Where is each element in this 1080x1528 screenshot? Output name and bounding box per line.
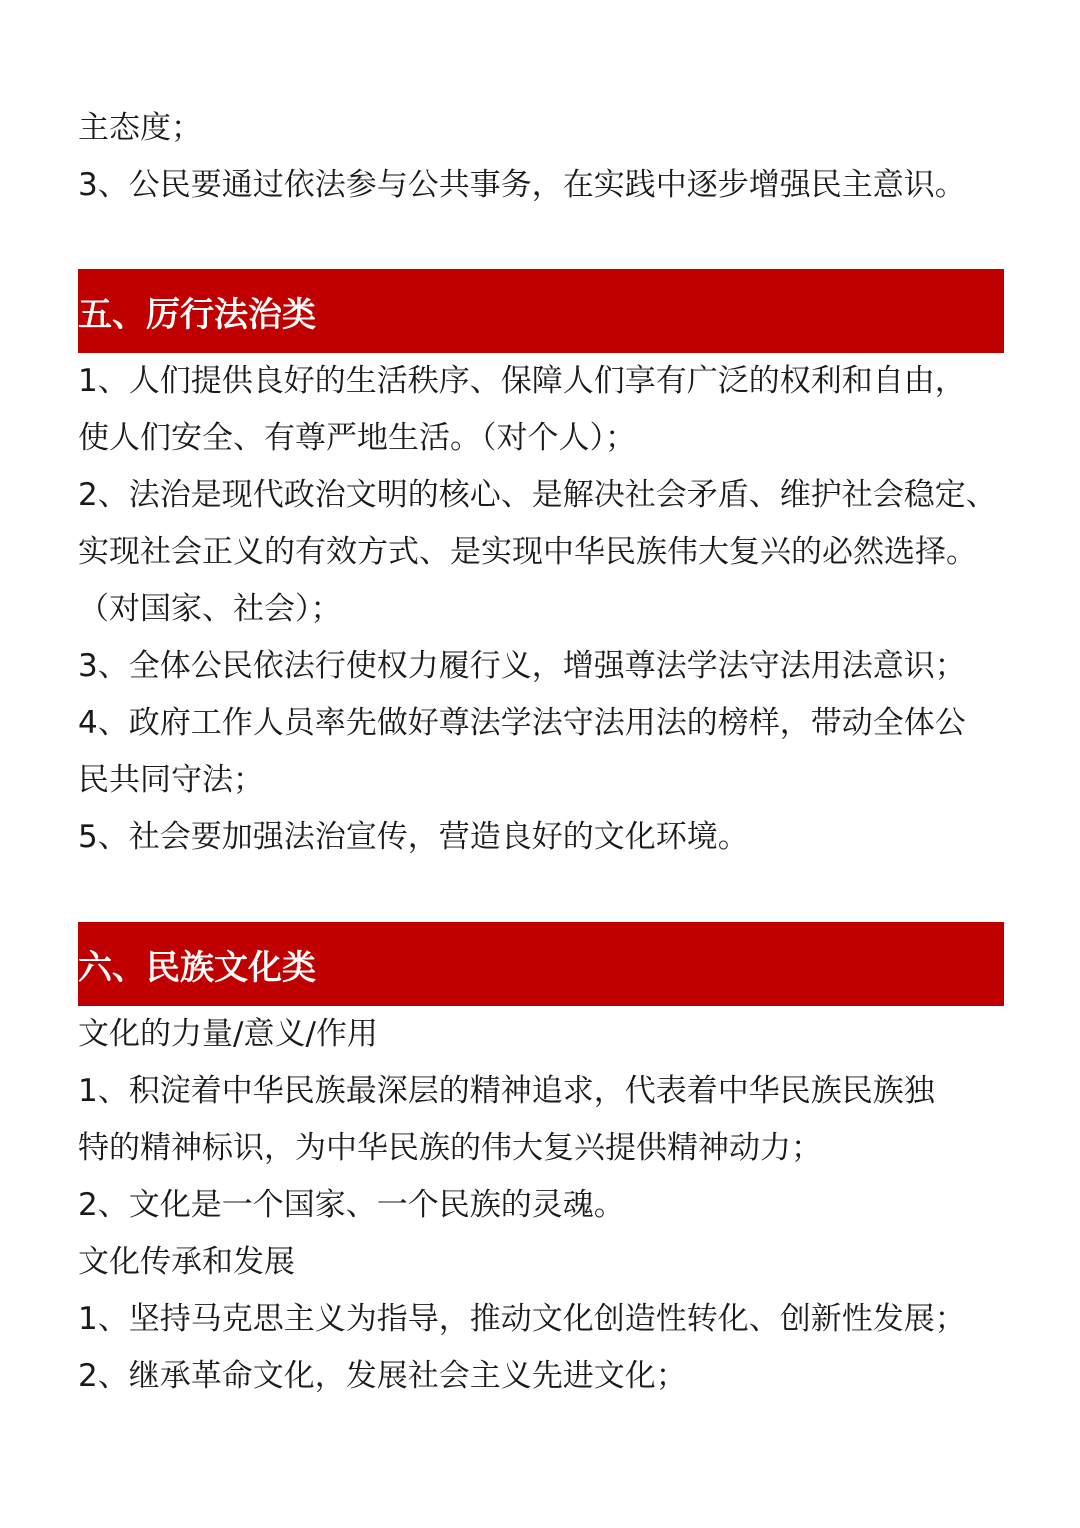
section6-body [78,1006,1004,1405]
text-line: 2、法治是现代政治文明的核心、是解决社会矛盾、维护社会稳定、 [78,477,997,513]
section5-body [78,353,1004,866]
subheading-line: 文化传承和发展 [78,1244,295,1280]
text-line: （对国家、社会）； [78,591,342,627]
section-heading-bar [78,922,1004,1006]
text-line: 4、政府工作人员率先做好尊法学法守法用法的榜样，带动全体公 [78,705,966,741]
text-line: 实现社会正义的有效方式、是实现中华民族伟大复兴的必然选择。 [78,534,977,570]
text-line: 使人们安全、有尊严地生活。（对个人）； [78,420,636,456]
text-line: 2、继承革命文化，发展社会主义先进文化； [78,1358,687,1394]
text-line: 主态度； [78,110,202,146]
text-line: 特的精神标识，为中华民族的伟大复兴提供精神动力； [78,1130,822,1166]
text-line: 民共同守法； [78,762,264,798]
section-heading-bar [78,269,1004,353]
section-heading: 六、民族文化类 [78,947,316,988]
intro-block [78,100,1004,214]
text-line: 2、文化是一个国家、一个民族的灵魂。 [78,1187,625,1223]
text-line: 1、人们提供良好的生活秩序、保障人们享有广泛的权利和自由， [78,363,966,399]
section-heading: 五、厉行法治类 [78,294,316,335]
subheading-line: 文化的力量/意义/作用 [78,1016,378,1052]
text-line: 1、坚持马克思主义为指导，推动文化创造性转化、创新性发展； [78,1301,966,1337]
text-line: 1、积淀着中华民族最深层的精神追求，代表着中华民族民族独 [78,1073,935,1109]
text-line: 5、社会要加强法治宣传，营造良好的文化环境。 [78,819,749,855]
text-line: 3、全体公民依法行使权力履行义，增强尊法学法守法用法意识； [78,648,966,684]
text-line: 3、公民要通过依法参与公共事务，在实践中逐步增强民主意识。 [78,167,966,203]
document-page [78,100,1004,1405]
